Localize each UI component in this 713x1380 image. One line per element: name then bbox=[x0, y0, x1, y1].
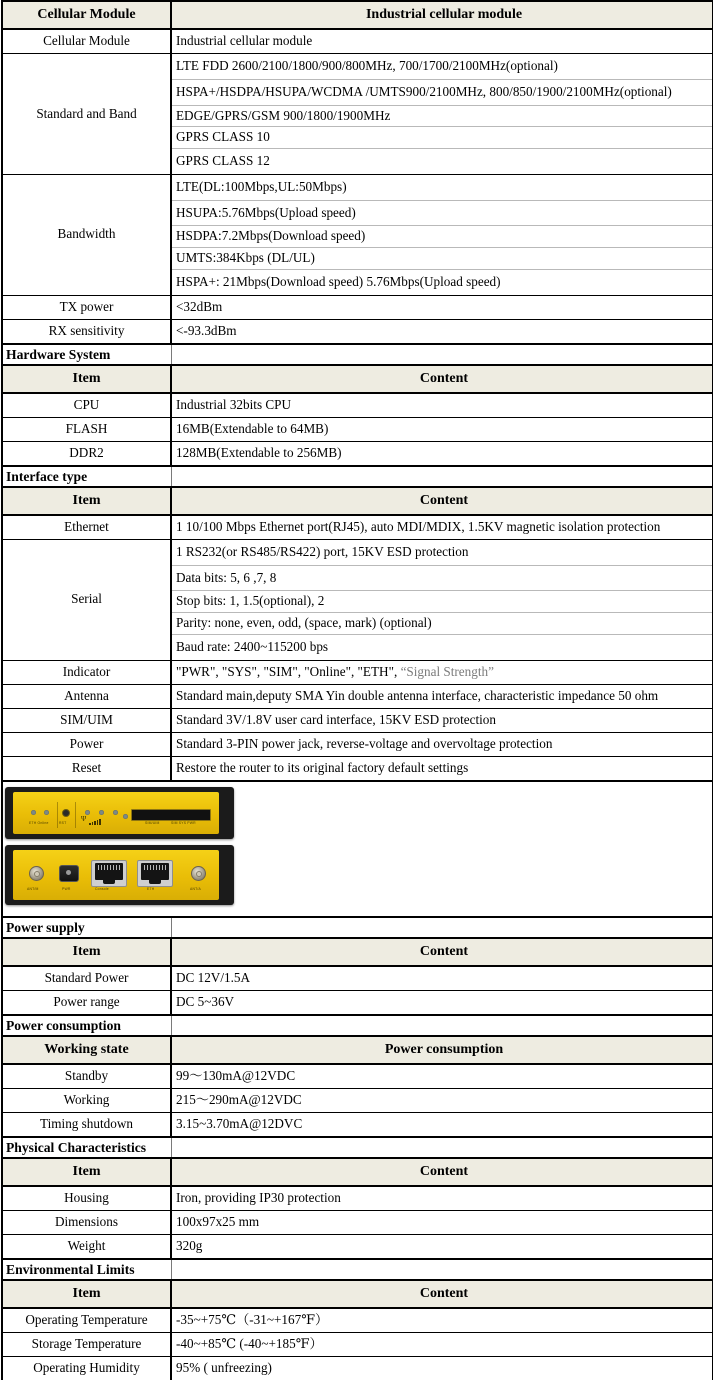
column-header-content: Content bbox=[171, 1158, 713, 1186]
column-header-item: Item bbox=[2, 1280, 171, 1308]
table-row bbox=[2, 990, 713, 1015]
column-header-item: Working state bbox=[2, 1036, 171, 1064]
row-label: Operating Temperature bbox=[2, 1308, 171, 1333]
router-front-panel bbox=[5, 787, 234, 839]
row-label: Storage Temperature bbox=[2, 1332, 171, 1356]
status-led bbox=[44, 810, 49, 815]
column-header-row bbox=[2, 938, 713, 966]
row-label: Power bbox=[2, 732, 171, 756]
column-header-content: Content bbox=[171, 1280, 713, 1308]
section-title-filler bbox=[171, 466, 713, 487]
row-label: RX sensitivity bbox=[2, 319, 171, 344]
port-tab bbox=[103, 879, 115, 884]
signal-strength-icon bbox=[89, 818, 101, 825]
table-row bbox=[2, 732, 713, 756]
table-row bbox=[2, 441, 713, 466]
table-row bbox=[2, 1234, 713, 1259]
status-led bbox=[123, 814, 128, 819]
indicator-signal-strength: “Signal Strength” bbox=[400, 663, 494, 679]
row-value: 99～130mA@12VDC bbox=[171, 1064, 713, 1089]
row-label: Reset bbox=[2, 756, 171, 781]
reset-button bbox=[62, 809, 70, 817]
row-value-stack bbox=[171, 539, 713, 660]
table-row bbox=[2, 417, 713, 441]
row-value-line: Data bits: 5, 6 ,7, 8 bbox=[172, 566, 712, 592]
table-row bbox=[2, 1186, 713, 1211]
row-label: Indicator bbox=[2, 660, 171, 684]
row-value: 215～290mA@12VDC bbox=[171, 1088, 713, 1112]
row-value: 3.15~3.70mA@12DVC bbox=[171, 1112, 713, 1137]
back-label-pwr: PWR bbox=[62, 886, 71, 891]
row-value-stack bbox=[171, 174, 713, 295]
row-value: DC 12V/1.5A bbox=[171, 966, 713, 991]
row-label: Standby bbox=[2, 1064, 171, 1089]
row-value: 95% ( unfreezing) bbox=[171, 1356, 713, 1380]
column-header-content: Industrial cellular module bbox=[171, 1, 713, 29]
section-title: Environmental Limits bbox=[2, 1259, 171, 1280]
row-value-line: GPRS CLASS 10 bbox=[172, 127, 712, 149]
port-inner bbox=[141, 863, 169, 880]
column-header-row bbox=[2, 365, 713, 393]
row-label: FLASH bbox=[2, 417, 171, 441]
table-row bbox=[2, 660, 713, 684]
row-value-line: LTE(DL:100Mbps,UL:50Mbps) bbox=[172, 175, 712, 201]
row-value: Iron, providing IP30 protection bbox=[171, 1186, 713, 1211]
column-header-item: Item bbox=[2, 1158, 171, 1186]
row-value-line: GPRS CLASS 12 bbox=[176, 153, 270, 169]
row-value-line: EDGE/GPRS/GSM 900/1800/1900MHz bbox=[172, 106, 712, 128]
column-header-row bbox=[2, 487, 713, 515]
section-title-row bbox=[2, 1259, 713, 1280]
table-row bbox=[2, 1064, 713, 1089]
section-title-row bbox=[2, 344, 713, 365]
sma-antenna-connector-main bbox=[29, 866, 44, 881]
sim-card-slot bbox=[131, 809, 211, 821]
row-value: 16MB(Extendable to 64MB) bbox=[171, 417, 713, 441]
status-led bbox=[85, 810, 90, 815]
table-row bbox=[2, 1356, 713, 1380]
row-label: Timing shutdown bbox=[2, 1112, 171, 1137]
row-label: Working bbox=[2, 1088, 171, 1112]
row-label: CPU bbox=[2, 393, 171, 418]
front-label-eth-online: ETH Online bbox=[29, 820, 49, 825]
back-label-console: Console bbox=[95, 886, 109, 891]
section-title-filler bbox=[171, 917, 713, 938]
section-title: Power supply bbox=[2, 917, 171, 938]
row-label: Standard and Band bbox=[2, 54, 171, 175]
section-title-filler bbox=[171, 344, 713, 365]
row-value: Standard 3V/1.8V user card interface, 15KV ESD protection bbox=[171, 708, 713, 732]
row-value-line: Parity: none, even, odd, (space, mark) (optional) bbox=[172, 613, 712, 635]
status-led bbox=[113, 810, 118, 815]
row-value: -35~+75℃（-31~+167℉） bbox=[171, 1308, 713, 1333]
section-title: Hardware System bbox=[2, 344, 171, 365]
table-row bbox=[2, 319, 713, 344]
front-label-rst: RST bbox=[59, 820, 67, 825]
row-value: <-93.3dBm bbox=[171, 319, 713, 344]
sma-antenna-connector-aux bbox=[191, 866, 206, 881]
table-row bbox=[2, 393, 713, 418]
column-header-content: Content bbox=[171, 365, 713, 393]
row-value: -40~+85℃ (-40~+185℉） bbox=[171, 1332, 713, 1356]
specification-table bbox=[1, 0, 713, 1380]
front-panel-face bbox=[13, 792, 219, 834]
table-row bbox=[2, 1210, 713, 1234]
column-header-row bbox=[2, 1158, 713, 1186]
section-title-filler bbox=[171, 1137, 713, 1158]
column-header-row bbox=[2, 1, 713, 29]
section-title: Physical Characteristics bbox=[2, 1137, 171, 1158]
row-label: TX power bbox=[2, 295, 171, 319]
row-label: Housing bbox=[2, 1186, 171, 1211]
row-value-line: HSPA+: 21Mbps(Download speed) 5.76Mbps(Upload speed) bbox=[176, 274, 501, 290]
row-label: Operating Humidity bbox=[2, 1356, 171, 1380]
section-title: Interface type bbox=[2, 466, 171, 487]
section-title: Power consumption bbox=[2, 1015, 171, 1036]
row-value: Industrial 32bits CPU bbox=[171, 393, 713, 418]
row-label: Antenna bbox=[2, 684, 171, 708]
column-header-item: Cellular Module bbox=[2, 1, 171, 29]
port-inner bbox=[95, 863, 123, 880]
row-label: Ethernet bbox=[2, 515, 171, 540]
row-value: Standard main,deputy SMA Yin double antenna interface, characteristic impedance 50 ohm bbox=[171, 684, 713, 708]
table-row bbox=[2, 295, 713, 319]
row-value-line: HSDPA:7.2Mbps(Download speed) bbox=[172, 226, 712, 248]
row-label: Bandwidth bbox=[2, 174, 171, 295]
table-row bbox=[2, 1332, 713, 1356]
front-label-sim-sys-pwr: SIM SYS PWR bbox=[171, 820, 196, 825]
column-header-content: Content bbox=[171, 938, 713, 966]
back-panel-face bbox=[13, 850, 219, 900]
antenna-icon: Ψ bbox=[81, 814, 87, 823]
row-value bbox=[171, 660, 713, 684]
row-value: Industrial cellular module bbox=[171, 29, 713, 54]
row-value: 100x97x25 mm bbox=[171, 1210, 713, 1234]
table-row bbox=[2, 515, 713, 540]
table-row bbox=[2, 29, 713, 54]
table-row bbox=[2, 174, 713, 295]
row-label: Power range bbox=[2, 990, 171, 1015]
row-value: DC 5~36V bbox=[171, 990, 713, 1015]
back-label-ant-a: ANT/A bbox=[190, 886, 201, 891]
section-title-row bbox=[2, 1137, 713, 1158]
panel-divider bbox=[75, 802, 76, 828]
column-header-item: Item bbox=[2, 365, 171, 393]
row-value-line: 1 RS232(or RS485/RS422) port, 15KV ESD protection bbox=[172, 540, 712, 566]
console-port bbox=[91, 860, 127, 887]
table-row bbox=[2, 1112, 713, 1137]
section-title-row bbox=[2, 1015, 713, 1036]
section-title-filler bbox=[171, 1259, 713, 1280]
row-value: <32dBm bbox=[171, 295, 713, 319]
table-row bbox=[2, 708, 713, 732]
row-label: Standard Power bbox=[2, 966, 171, 991]
row-value: Standard 3-PIN power jack, reverse-voltage and overvoltage protection bbox=[171, 732, 713, 756]
ethernet-port bbox=[137, 860, 173, 887]
column-header-item: Item bbox=[2, 938, 171, 966]
table-row bbox=[2, 54, 713, 175]
device-photo-cell bbox=[2, 781, 713, 917]
row-value-line: Stop bits: 1, 1.5(optional), 2 bbox=[172, 591, 712, 613]
table-row bbox=[2, 1088, 713, 1112]
column-header-row bbox=[2, 1036, 713, 1064]
row-label: Cellular Module bbox=[2, 29, 171, 54]
status-led bbox=[99, 810, 104, 815]
row-label: DDR2 bbox=[2, 441, 171, 466]
device-photo-row bbox=[2, 781, 713, 917]
back-label-ant-m: ANT/M bbox=[27, 886, 39, 891]
table-row bbox=[2, 966, 713, 991]
column-header-item: Item bbox=[2, 487, 171, 515]
row-value: 320g bbox=[171, 1234, 713, 1259]
back-label-eth: ETH bbox=[147, 886, 155, 891]
table-row bbox=[2, 539, 713, 660]
row-label: Weight bbox=[2, 1234, 171, 1259]
row-label: SIM/UIM bbox=[2, 708, 171, 732]
section-title-row bbox=[2, 917, 713, 938]
table-row bbox=[2, 1308, 713, 1333]
column-header-content: Power consumption bbox=[171, 1036, 713, 1064]
status-led bbox=[31, 810, 36, 815]
router-back-panel bbox=[5, 845, 234, 905]
section-title-row bbox=[2, 466, 713, 487]
power-jack bbox=[59, 865, 79, 882]
row-value-line: LTE FDD 2600/2100/1800/900/800MHz, 700/1700/2100MHz(optional) bbox=[172, 54, 712, 80]
row-value-stack bbox=[171, 54, 713, 175]
device-photos bbox=[5, 783, 237, 915]
panel-divider bbox=[57, 802, 58, 828]
port-tab bbox=[149, 879, 161, 884]
row-label: Dimensions bbox=[2, 1210, 171, 1234]
row-value-line: UMTS:384Kbps (DL/UL) bbox=[172, 248, 712, 270]
front-label-sim-uim: SIM/UIM bbox=[145, 820, 160, 825]
column-header-row bbox=[2, 1280, 713, 1308]
table-row bbox=[2, 684, 713, 708]
row-value-line: HSPA+/HSDPA/HSUPA/WCDMA /UMTS900/2100MHz, 800/850/1900/2100MHz(optional) bbox=[172, 80, 712, 106]
row-value: 128MB(Extendable to 256MB) bbox=[171, 441, 713, 466]
column-header-content: Content bbox=[171, 487, 713, 515]
table-row bbox=[2, 756, 713, 781]
row-label: Serial bbox=[2, 539, 171, 660]
row-value: Restore the router to its original factory default settings bbox=[171, 756, 713, 781]
row-value: 1 10/100 Mbps Ethernet port(RJ45), auto MDI/MDIX, 1.5KV magnetic isolation protection bbox=[171, 515, 713, 540]
row-value-line: HSUPA:5.76Mbps(Upload speed) bbox=[172, 201, 712, 227]
section-title-filler bbox=[171, 1015, 713, 1036]
indicator-plain: "PWR", "SYS", "SIM", "Online", "ETH", bbox=[176, 663, 401, 679]
row-value-line: Baud rate: 2400~115200 bps bbox=[176, 638, 329, 654]
